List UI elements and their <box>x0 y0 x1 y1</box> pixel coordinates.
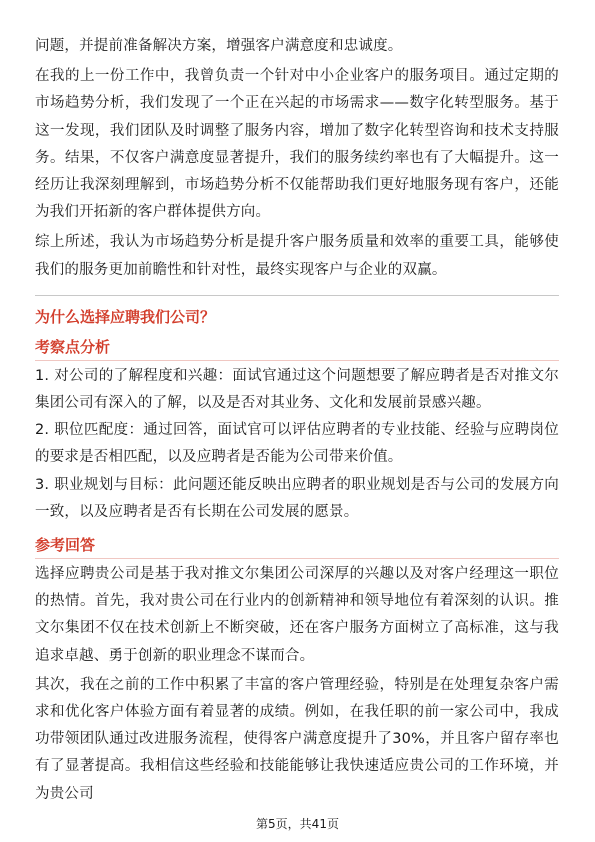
analysis-point: 3. 职业规划与目标：此问题还能反映出应聘者的职业规划是否与公司的发展方向一致，以及应聘者是否有长期在公司发展的愿景。 <box>35 476 559 520</box>
page-content <box>35 0 559 808</box>
analysis-point: 2. 职位匹配度：通过回答，面试官可以评估应聘者的专业技能、经验与应聘岗位的要求是否相匹配，以及应聘者是否能为公司带来价值。 <box>35 422 559 466</box>
answer-paragraph: 选择应聘贵公司是基于我对推文尔集团公司深厚的兴趣以及对客户经理这一职位的热情。首先，我对贵公司在行业内的创新精神和领导地位有着深刻的认识。推文尔集团不仅在技术创新上不断突破，还在客户服务方面树立了高标准，这与我追求卓越、勇于创新的职业理念不谋而合。 <box>35 566 559 664</box>
paragraph: 在我的上一份工作中，我曾负责一个针对中小企业客户的服务项目。通过定期的市场趋势分析，我们发现了一个正在兴起的市场需求——数字化转型服务。基于这一发现，我们团队及时调整了服务内容，增加了数字化转型咨询和技术支持服务。结果，不仅客户满意度显著提升，我们的服务续约率也有了大幅提升。这一经历让我深刻理解到，市场趋势分析不仅能帮助我们更好地服务现有客户，还能为我们开拓新的客户群体提供方向。 <box>35 68 559 221</box>
analysis-heading: 考察点分析 <box>35 337 111 356</box>
answer-paragraph: 其次，我在之前的工作中积累了丰富的客户管理经验，特别是在处理复杂客户需求和优化客户体验方面有着显著的成绩。例如，在我任职的前一家公司中，我成功带领团队通过改进服务流程，使得客户满意度提升了30%，并且客户留存率也有了显著提高。我相信这些经验和技能能够让我快速适应贵公司的工作环境，并为贵公司 <box>35 676 559 802</box>
paragraph: 综上所述，我认为市场趋势分析是提升客户服务质量和效率的重要工具，能够使我们的服务更加前瞻性和针对性，最终实现客户与企业的双赢。 <box>35 234 559 278</box>
page-number: 第5页，共41页 <box>256 817 339 831</box>
paragraph: 问题，并提前准备解决方案，增强客户满意度和忠诚度。 <box>35 38 403 54</box>
question-title: 为什么选择应聘我们公司？ <box>35 307 216 326</box>
heading-underline <box>35 360 559 361</box>
analysis-point: 1. 对公司的了解程度和兴趣：面试官通过这个问题想要了解应聘者是否对推文尔集团公司有深入的了解，以及是否对其业务、文化和发展前景感兴趣。 <box>35 367 559 412</box>
section-divider <box>35 295 559 296</box>
answer-heading: 参考回答 <box>35 536 96 555</box>
heading-underline <box>35 558 559 559</box>
